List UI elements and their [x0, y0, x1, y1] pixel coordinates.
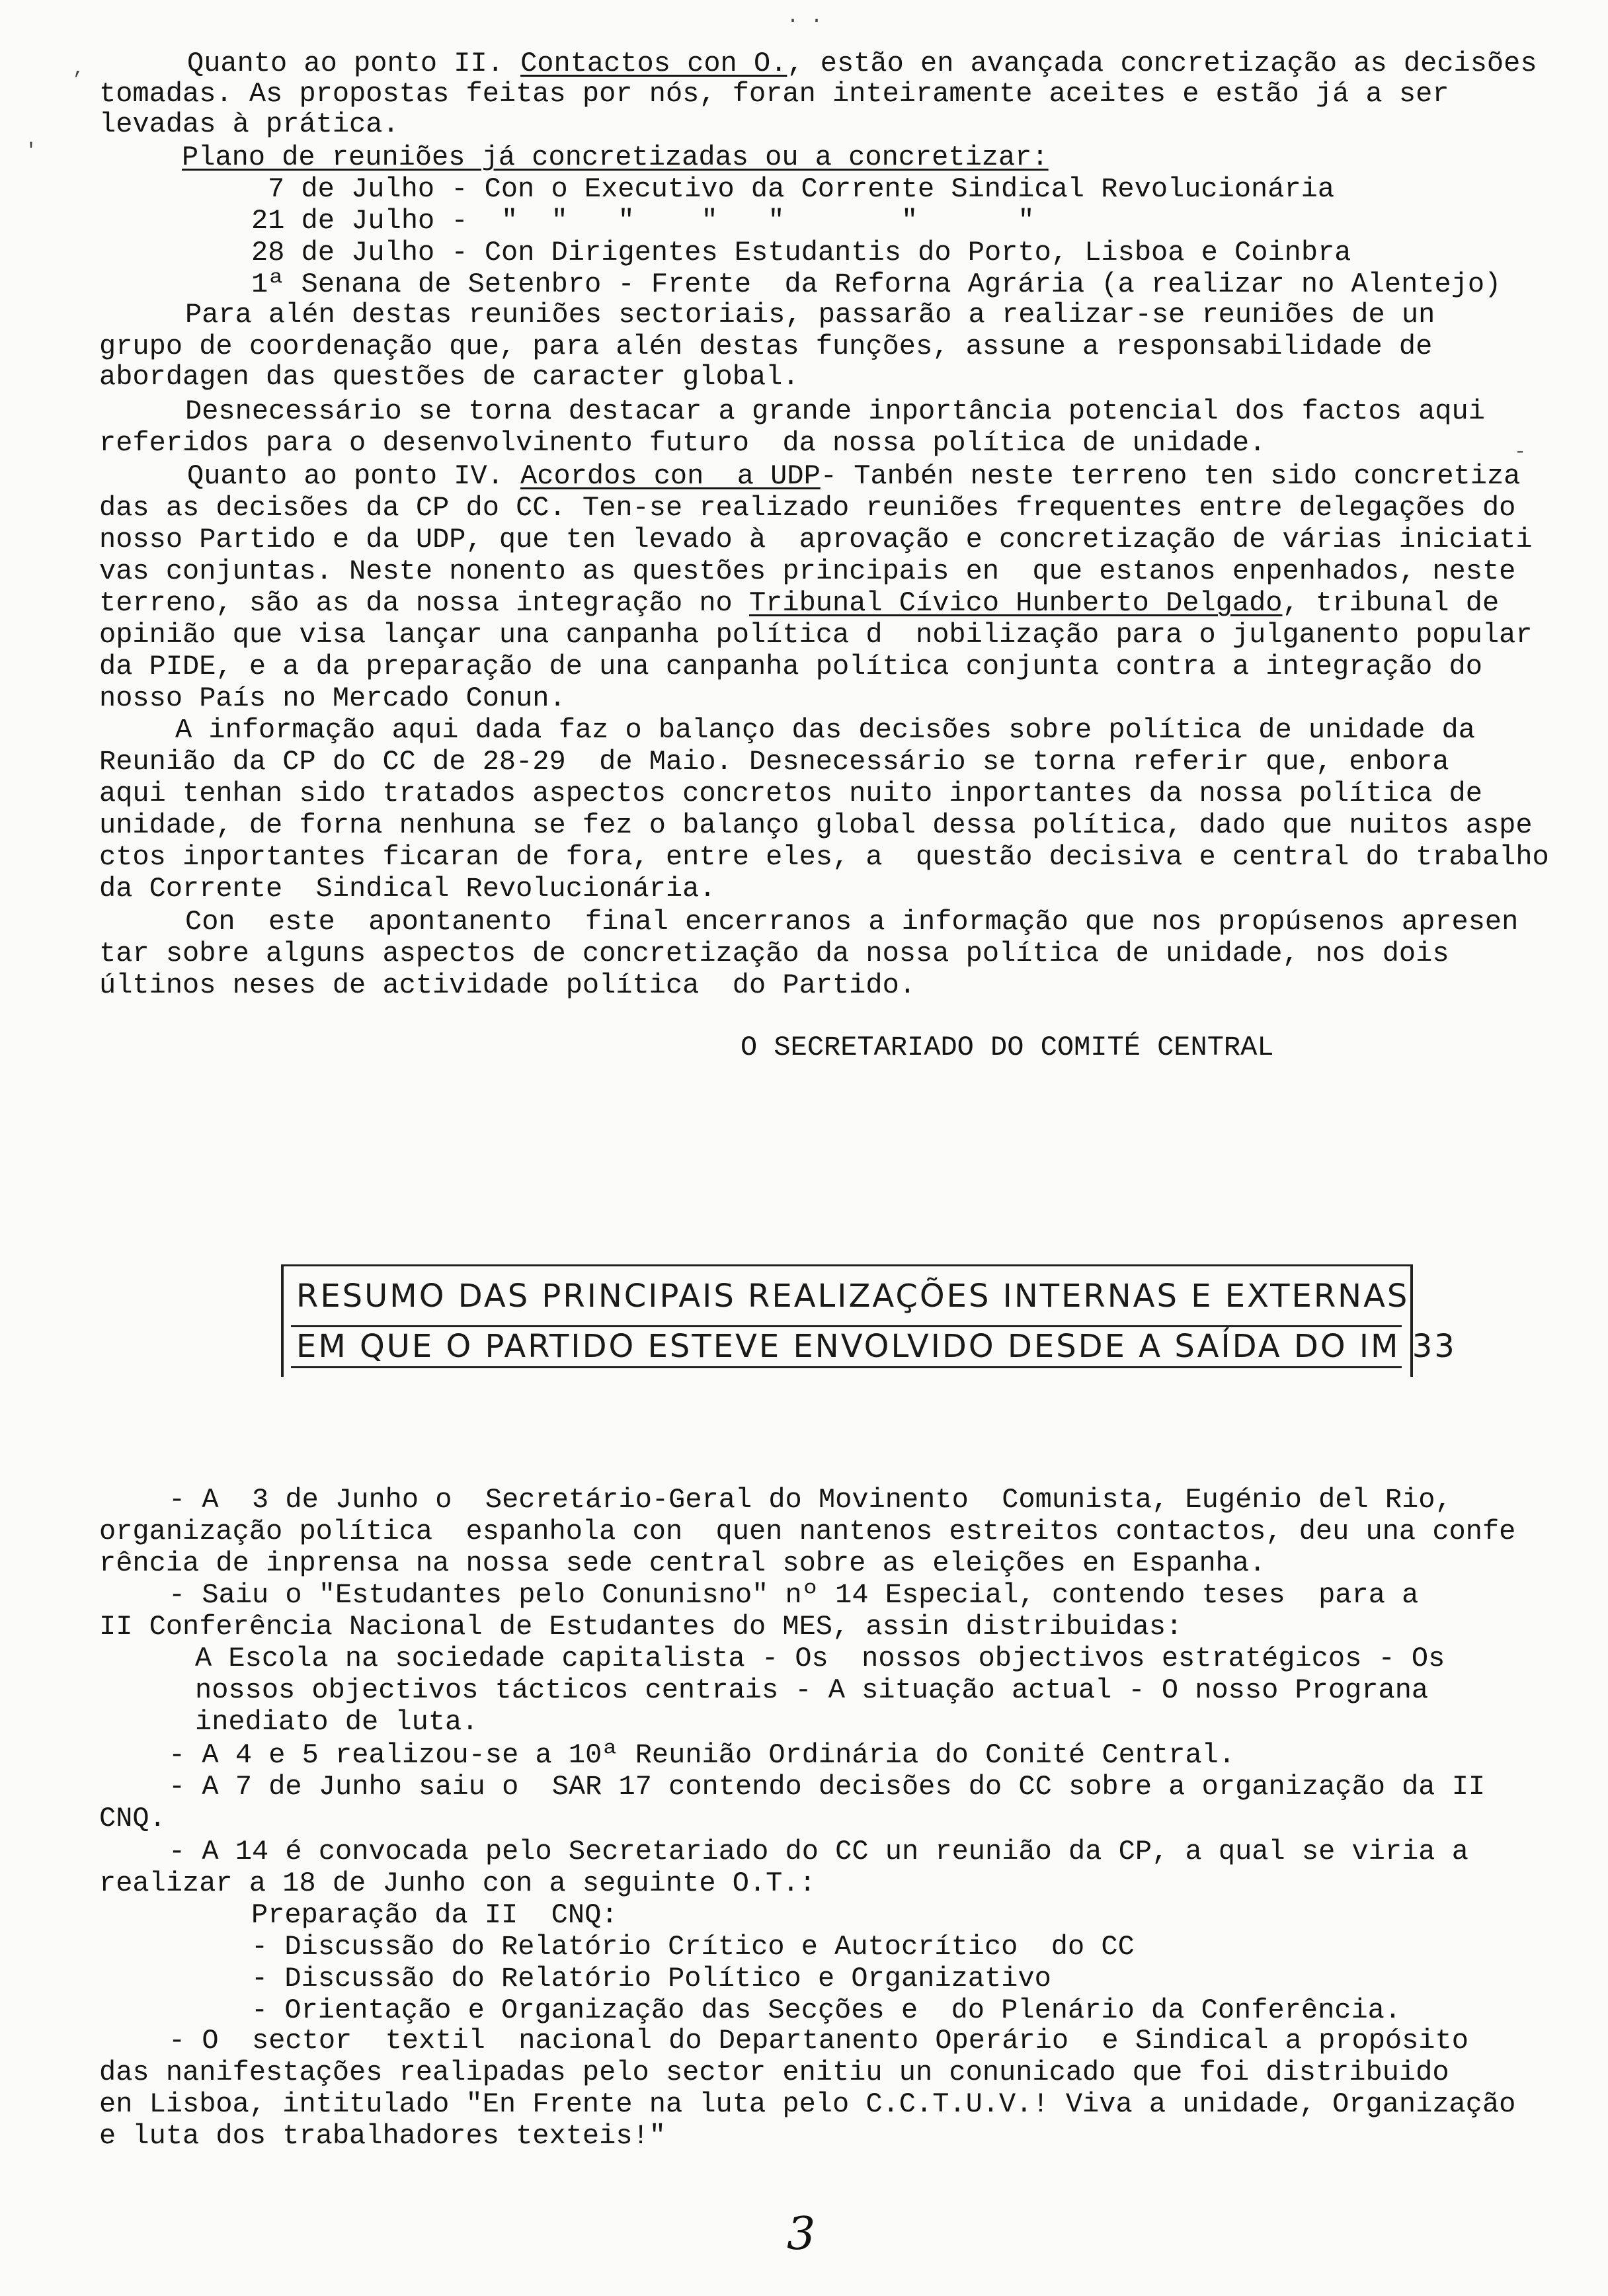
meeting-item: 7 de Julho - Con o Executivo da Corrente Sindical Revolucionária [268, 173, 1335, 205]
text-line: Quanto ao ponto II. Contactos con O., estão en avançada concretização as decisões [187, 48, 1537, 79]
text-line: realizar a 18 de Junho con a seguinte O.T.: [99, 1867, 816, 1899]
text-line: II Conferência Nacional de Estudantes do MES, assin distribuidas: [99, 1611, 1183, 1643]
text-line: abordagen das questões de caracter global. [99, 361, 799, 393]
text-line: inediato de luta. [195, 1706, 479, 1738]
list-item: - A 14 é convocada pelo Secretariado do CC un reunião da CP, a qual se viria a [169, 1836, 1468, 1867]
text-line: organização política espanhola con quen nantenos estreitos contactos, deu una confe [99, 1516, 1516, 1547]
text-line: levadas à prática. [99, 108, 399, 140]
meeting-item: 28 de Julho - Con Dirigentes Estudantis do Porto, Lisboa e Coinbra [251, 237, 1351, 268]
summary-heading-line-2: EM QUE O PARTIDO ESTEVE ENVOLVIDO DESDE A SAÍDA DO IM 33 [296, 1328, 1457, 1365]
text-line: Desnecessário se torna destacar a grande inportância potencial dos factos aqui [185, 395, 1485, 427]
list-item: - A 3 de Junho o Secretário-Geral do Movinento Comunista, Eugénio del Rio, [169, 1484, 1452, 1516]
text-line: da PIDE, e a da preparação de una canpanha política conjunta contra a integração do [99, 651, 1482, 682]
text-line: grupo de coordenação que, para alén destas funções, assune a responsabilidade de [99, 331, 1433, 362]
text-line: terreno, são as da nossa integração no Tribunal Cívico Hunberto Delgado, tribunal de [99, 587, 1500, 619]
text-line: das nanifestações realipadas pelo sector enitiu un conunicado que foi distribuido [99, 2057, 1449, 2088]
text-line: nosso Partido e da UDP, que ten levado à aprovação e concretização de várias iniciati [99, 524, 1533, 555]
text-line: rência de inprensa na nossa sede central sobre as eleições en Espanha. [99, 1547, 1266, 1579]
agenda-item: - Discussão do Relatório Político e Organizativo [251, 1963, 1051, 1994]
text-line: referidos para o desenvolvinento futuro da nossa política de unidade. [99, 427, 1266, 459]
text-line: tar sobre alguns aspectos de concretização da nossa política de unidade, nos dois [99, 938, 1449, 969]
text-line: nossos objectivos tácticos centrais - A situação actual - O nosso Prograna [195, 1674, 1429, 1706]
text-line: Para alén destas reuniões sectoriais, passarão a realizar-se reuniões de un [185, 299, 1435, 331]
text-line: aqui tenhan sido tratados aspectos concretos nuito inportantes da nossa política de [99, 778, 1482, 809]
text-line: A Escola na sociedade capitalista - Os nossos objectivos estratégicos - Os [195, 1643, 1445, 1674]
text-line: da Corrente Sindical Revolucionária. [99, 873, 716, 905]
text-line: opinião que visa lançar una canpanha política d nobilização para o julganento popular [99, 619, 1533, 651]
text-line: nosso País no Mercado Conun. [99, 682, 566, 714]
signature: O SECRETARIADO DO COMITÉ CENTRAL [741, 1032, 1274, 1063]
scan-mark: - [1514, 441, 1527, 464]
text-line: CNQ. [99, 1803, 166, 1834]
summary-heading-line-1: RESUMO DAS PRINCIPAIS REALIZAÇÕES INTERNAS E EXTERNAS [296, 1278, 1410, 1315]
text-line: e luta dos trabalhadores texteis!" [99, 2120, 666, 2152]
text-line: Quanto ao ponto IV. Acordos con a UDP- Tanbén neste terreno ten sido concretiza [187, 460, 1521, 492]
meeting-item: 21 de Julho - " " " " " " " [251, 205, 1035, 237]
text-line: Con este apontanento final encerranos a informação que nos propúsenos apresen [185, 906, 1519, 938]
text-line: últinos neses de actividade política do Partido. [99, 969, 916, 1001]
list-item: - Saiu o "Estudantes pelo Conunisno" nº 14 Especial, contendo teses para a [169, 1579, 1419, 1611]
meeting-item: 1ª Senana de Setenbro - Frente da Reforna Agrária (a realizar no Alentejo) [251, 268, 1502, 300]
list-item: - O sector textil nacional do Departanento Operário e Sindical a propósito [169, 2025, 1468, 2057]
page-number: 3 [787, 2208, 816, 2260]
text-line: en Lisboa, intitulado "En Frente na luta pelo C.C.T.U.V.! Viva a unidade, Organização [99, 2088, 1516, 2120]
heading-divider [291, 1325, 1402, 1327]
text-line: Reunião da CP do CC de 28-29 de Maio. Desnecessário se torna referir que, enbora [99, 746, 1449, 778]
agenda-item: - Orientação e Organização das Secções e do Plenário da Conferência. [251, 1994, 1402, 2026]
agenda-item: - Discussão do Relatório Crítico e Autocrítico do CC [251, 1931, 1135, 1963]
text-line: ctos inportantes ficaran de fora, entre eles, a questão decisiva e central do trabalho [99, 841, 1549, 873]
text-line: das as decisões da CP do CC. Ten-se realizado reuniões frequentes entre delegações do [99, 492, 1516, 524]
text-line: vas conjuntas. Neste nonento as questões principais en que estanos enpenhados, neste [99, 555, 1516, 587]
scan-mark: , [73, 58, 85, 80]
text-line: tomadas. As propostas feitas por nós, foran inteiramente aceites e estão já a ser [99, 78, 1449, 110]
text-line: unidade, de forna nenhuna se fez o balanço global dessa política, dado que nuitos aspe [99, 809, 1533, 841]
list-item: - A 4 e 5 realizou-se a 10ª Reunião Ordinária do Conité Central. [169, 1739, 1236, 1771]
scan-mark: · · [787, 10, 823, 32]
scan-mark: ' [25, 140, 38, 163]
list-item: - A 7 de Junho saiu o SAR 17 contendo decisões do CC sobre a organização da II [169, 1771, 1486, 1803]
heading-divider [291, 1366, 1402, 1368]
section-heading: Plano de reuniões já concretizadas ou a concretizar: [182, 142, 1049, 173]
text-line: Preparação da II CNQ: [251, 1899, 618, 1931]
text-line: A informação aqui dada faz o balanço das decisões sobre política de unidade da [175, 714, 1475, 746]
